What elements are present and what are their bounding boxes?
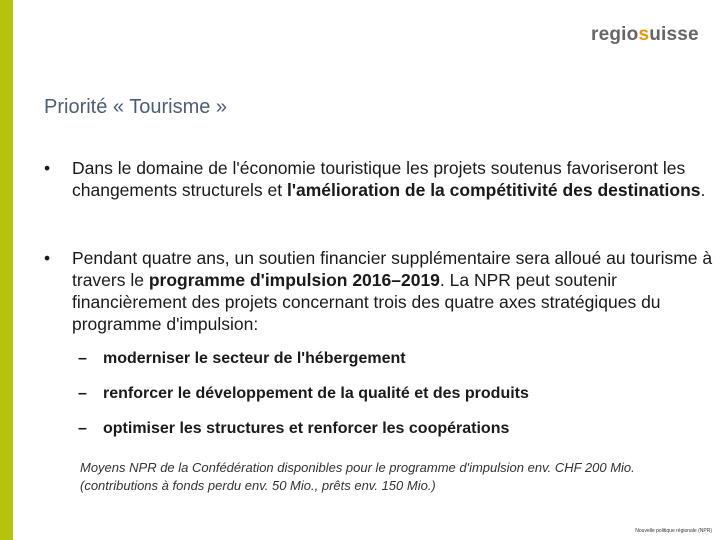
logo-mark: s xyxy=(638,24,650,45)
funding-note xyxy=(80,459,700,495)
funding-note-line: (contributions à fonds perdu env. 50 Mio., prêts env. 150 Mio.) xyxy=(80,478,436,493)
bullet-text-bold: programme d'impulsion 2016–2019 xyxy=(148,270,440,290)
regiosuisse-logo xyxy=(591,24,699,46)
subitem-text: optimiser les structures et renforcer les coopérations xyxy=(103,420,510,437)
bullet-text-regular: Dans le domaine de l'économie touristique les projets soutenus favoriseront les changements structurels et xyxy=(72,158,686,200)
funding-note-line: Moyens NPR de la Confédération disponibles pour le programme d'impulsion env. CHF 200 Mio. xyxy=(80,460,635,475)
bullet-text-end: . xyxy=(700,180,706,200)
subitem-text: renforcer le développement de la qualité et des produits xyxy=(103,385,529,402)
bullet-programme-impulsion xyxy=(44,247,714,335)
subitem-marker: – xyxy=(78,350,87,367)
subitem-qualite-produits xyxy=(78,385,698,403)
subitem-cooperations xyxy=(78,420,698,438)
subitem-marker: – xyxy=(78,420,87,437)
bullet-text xyxy=(72,157,714,201)
side-accent-bar xyxy=(0,0,13,540)
bullet-text xyxy=(72,247,714,335)
logo-text-post: uisse xyxy=(649,24,699,45)
footer-text: Nouvelle politique régionale (NPR) xyxy=(635,528,712,534)
bullet-text-regular: Pendant quatre ans, un soutien financier supplémentaire sera alloué au tourisme à travers le xyxy=(72,248,713,290)
bullet-marker: • xyxy=(44,248,51,268)
bullet-marker: • xyxy=(44,158,51,178)
logo-text-pre: regio xyxy=(591,24,639,45)
subitem-text: moderniser le secteur de l'hébergement xyxy=(103,350,406,367)
bullet-text-end: . La NPR peut soutenir financièrement des projets concernant trois des quatre axes stratégiques du programme d'impulsion: xyxy=(72,270,661,334)
slide-title: Priorité « Tourisme » xyxy=(44,96,228,118)
bullet-economie-touristique xyxy=(44,157,714,201)
subitem-hebergement xyxy=(78,350,698,368)
bullet-text-bold: l'amélioration de la compétitivité des destinations xyxy=(286,180,701,200)
subitem-marker: – xyxy=(78,385,87,402)
